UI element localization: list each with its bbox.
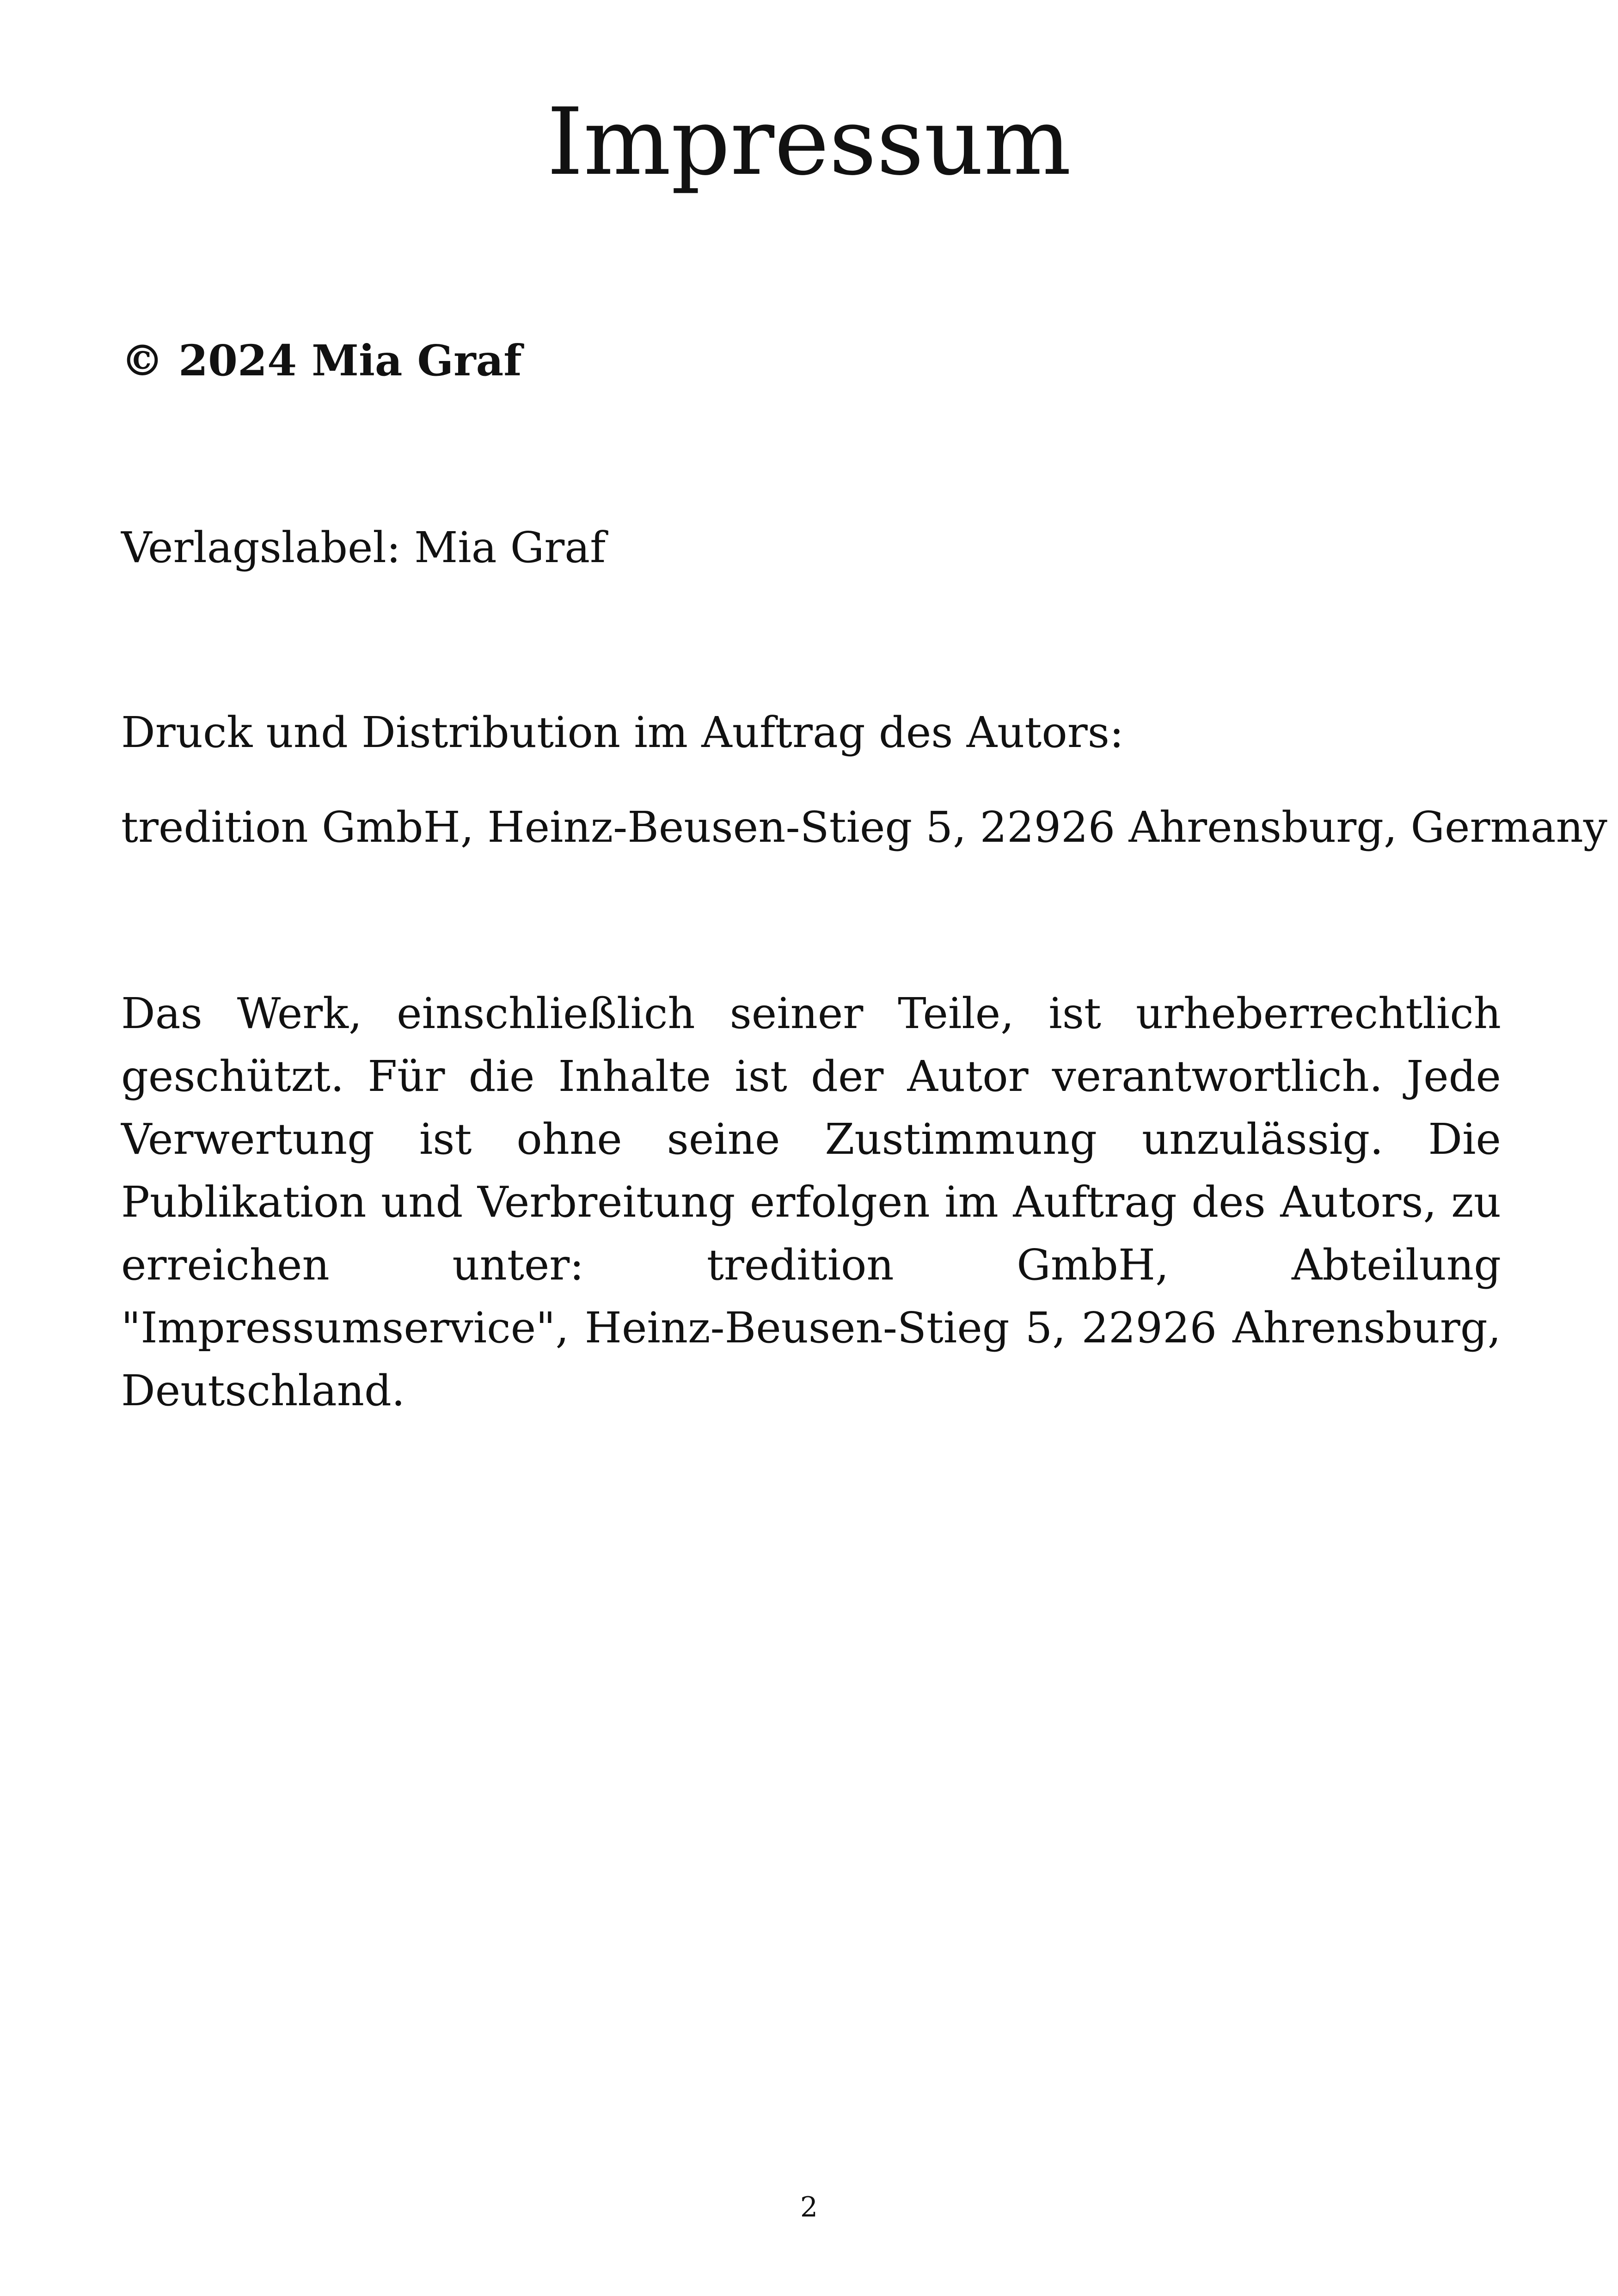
printing-address: tredition GmbH, Heinz-Beusen-Stieg 5, 22926 Ahrensburg, Germany — [121, 802, 1607, 852]
printing-heading: Druck und Distribution im Auftrag des Autors: — [121, 708, 1124, 757]
page-title: Impressum — [546, 88, 1072, 196]
page-number: 2 — [800, 2191, 818, 2223]
legal-notice: Das Werk, einschließlich seiner Teile, ist urheberrechtlich geschützt. Für die Inhalte ist der Autor verantwortlich. Jede Verwertung ist ohne seine Zustimmung unzulässig. Die Publikation und Verbreitung erfolgen im Auftrag des Autors, zu erreichen unter: tredition GmbH, Abteilung "Impressumservice", Heinz-Beusen-Stieg 5, 22926 Ahrensburg, Deutschland. — [121, 989, 1501, 1415]
copyright-notice: © 2024 Mia Graf — [121, 336, 522, 386]
publisher-label: Verlagslabel: Mia Graf — [121, 523, 606, 572]
